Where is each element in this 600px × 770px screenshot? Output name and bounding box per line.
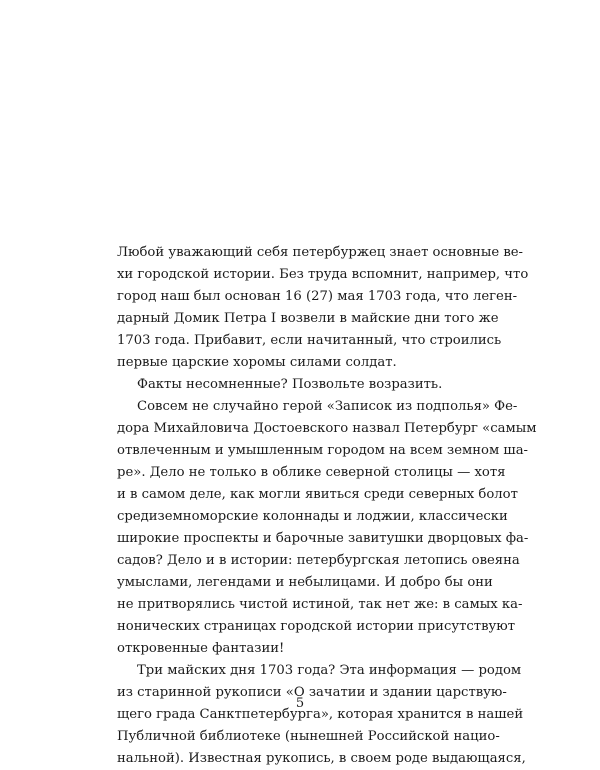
text-line: средиземноморские колоннады и лоджии, классически [117,509,508,524]
text-line: не притворялись чистой истиной, так нет же: в самых ка- [117,597,523,612]
paragraph-start-line: Факты несомненные? Позвольте возразить. [137,377,443,392]
text-line: дарный Домик Петра I возвели в майские дни того же [117,311,499,326]
text-line: дора Михайловича Достоевского назвал Петербург «самым [117,421,537,436]
text-line: умыслами, легендами и небылицами. И добро бы они [117,575,493,590]
text-line: нонических страницах городской истории присутствуют [117,619,516,634]
text-line: 1703 года. Прибавит, если начитанный, что строились [117,333,502,348]
paragraph-start-line: Совсем не случайно герой «Записок из подполья» Фе- [137,399,518,414]
text-line: из старинной рукописи «О зачатии и здании царствую- [117,685,507,700]
text-line: отвлеченным и умышленным городом на всем земном ша- [117,443,529,458]
text-line: хи городской истории. Без труда вспомнит, например, что [117,267,529,282]
text-line: садов? Дело и в истории: петербургская летопись овеяна [117,553,520,568]
paragraph-start-line: Три майских дня 1703 года? Эта информация — родом [137,663,522,678]
page-number: 5 [295,696,305,711]
text-line: город наш был основан 16 (27) мая 1703 года, что леген- [117,289,518,304]
text-line: Публичной библиотеке (нынешней Российской нацио- [117,729,500,744]
text-line: широкие проспекты и барочные завитушки дворцовых фа- [117,531,529,546]
text-line: нальной). Известная рукопись, в своем роде выдающаяся, [117,751,526,766]
body-text [117,242,537,770]
text-line: ре». Дело не только в облике северной столицы — хотя [117,465,506,480]
text-line: первые царские хоромы силами солдат. [117,355,397,370]
text-line: откровенные фантазии! [117,641,285,656]
text-line: и в самом деле, как могли явиться среди северных болот [117,487,518,502]
text-line: Любой уважающий себя петербуржец знает основные ве- [117,245,524,260]
text-line: щего града Санктпетербурга», которая хранится в нашей [117,707,524,722]
